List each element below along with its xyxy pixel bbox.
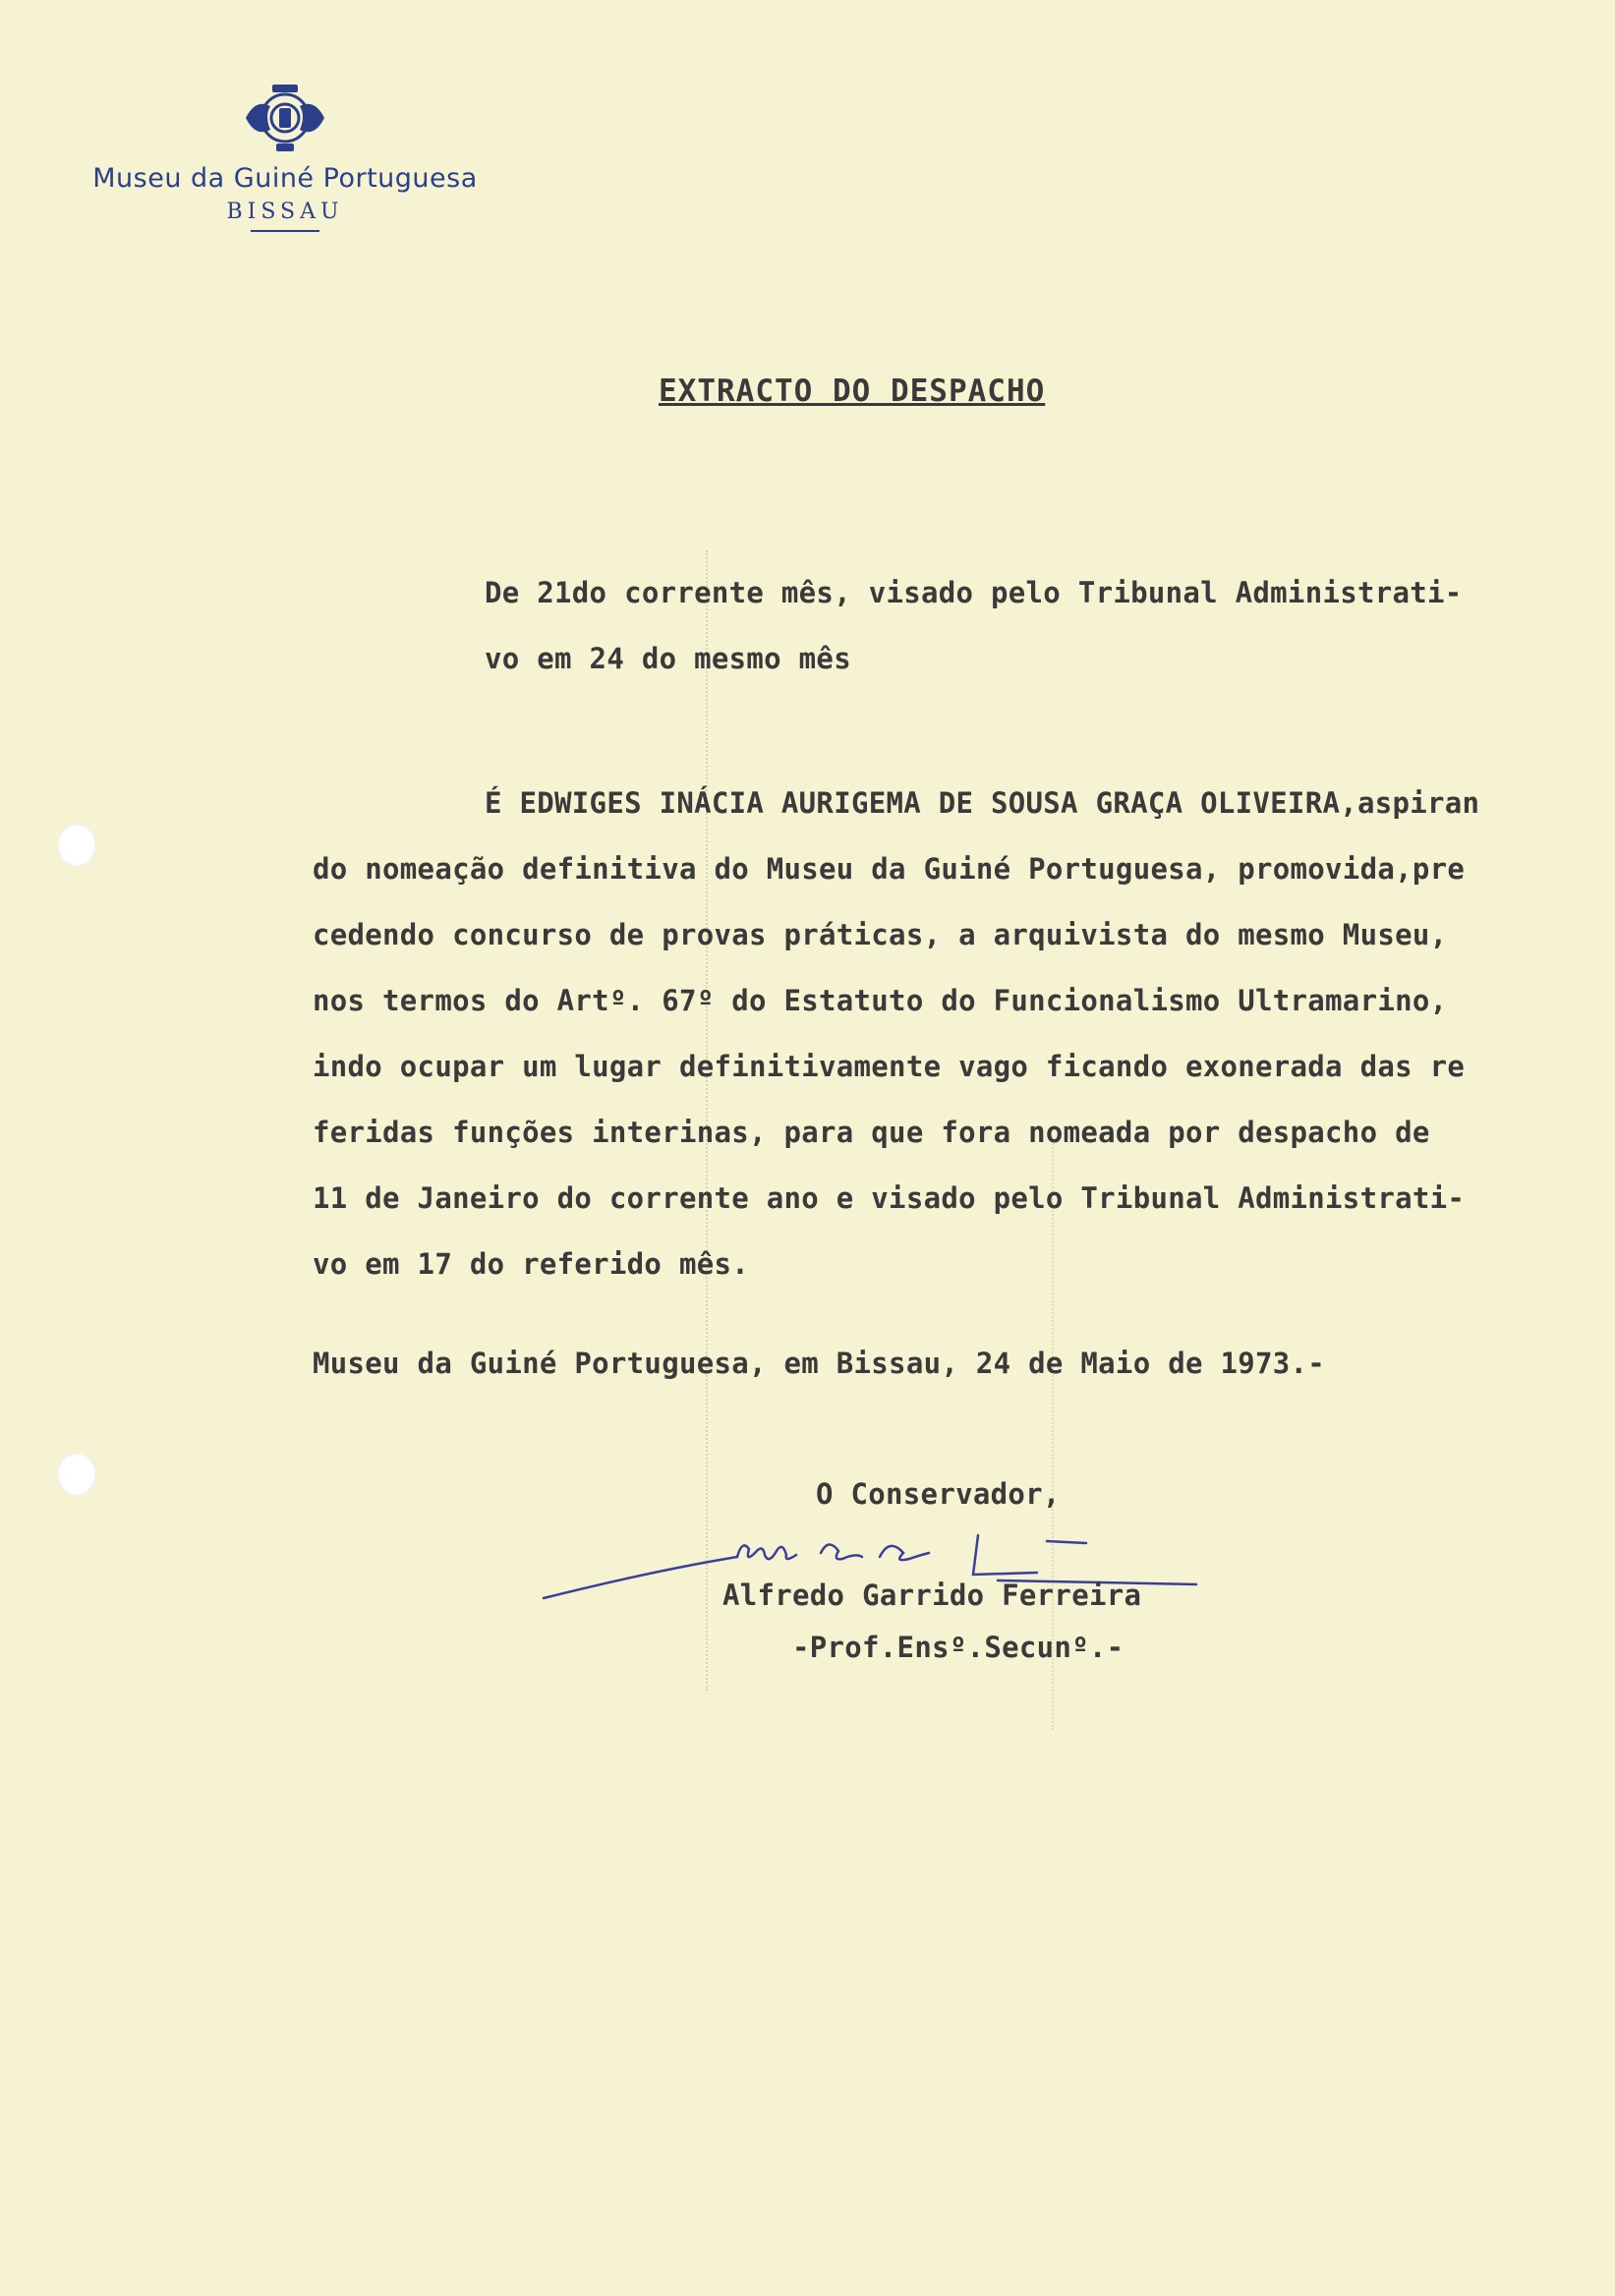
- coat-of-arms-seal-icon: [231, 79, 339, 157]
- letterhead: [59, 79, 511, 232]
- text-line: nos termos do Artº. 67º do Estatuto do Funcionalismo Ultramarino,: [313, 984, 1448, 1017]
- text-line: vo em 24 do mesmo mês: [485, 642, 851, 675]
- paragraph-intro: [485, 560, 1463, 692]
- text-line: É EDWIGES INÁCIA AURIGEMA DE SOUSA GRAÇA OLIVEIRA,aspiran: [485, 786, 1480, 820]
- institution-city: BISSAU: [226, 200, 344, 224]
- paragraph-body: [313, 771, 1479, 1297]
- text-line: De 21do corrente mês, visado pelo Tribunal Administrati-: [485, 576, 1463, 609]
- signatory-role: O Conservador,: [816, 1477, 1061, 1511]
- document-title: EXTRACTO DO DESPACHO: [659, 373, 1046, 409]
- text-line: feridas funções interinas, para que fora nomeada por despacho de: [313, 1116, 1430, 1149]
- text-line: 11 de Janeiro do corrente ano e visado pelo Tribunal Administrati-: [313, 1181, 1466, 1215]
- text-line: vo em 17 do referido mês.: [313, 1247, 749, 1281]
- institution-name: Museu da Guiné Portuguesa: [92, 163, 478, 194]
- signatory-qualification: -Prof.Ensº.Secunº.-: [792, 1631, 1125, 1664]
- handwritten-signature: [536, 1514, 1224, 1632]
- punch-hole: [57, 1453, 96, 1496]
- punch-hole: [57, 824, 96, 867]
- divider: [251, 230, 319, 232]
- text-line: cedendo concurso de provas práticas, a arquivista do mesmo Museu,: [313, 918, 1448, 951]
- place-and-date: Museu da Guiné Portuguesa, em Bissau, 24 de Maio de 1973.-: [313, 1347, 1326, 1380]
- text-line: indo ocupar um lugar definitivamente vago ficando exonerada das re: [313, 1050, 1466, 1083]
- text-line: do nomeação definitiva do Museu da Guiné Portuguesa, promovida,pre: [313, 852, 1466, 886]
- signatory-name: Alfredo Garrido Ferreira: [722, 1578, 1142, 1612]
